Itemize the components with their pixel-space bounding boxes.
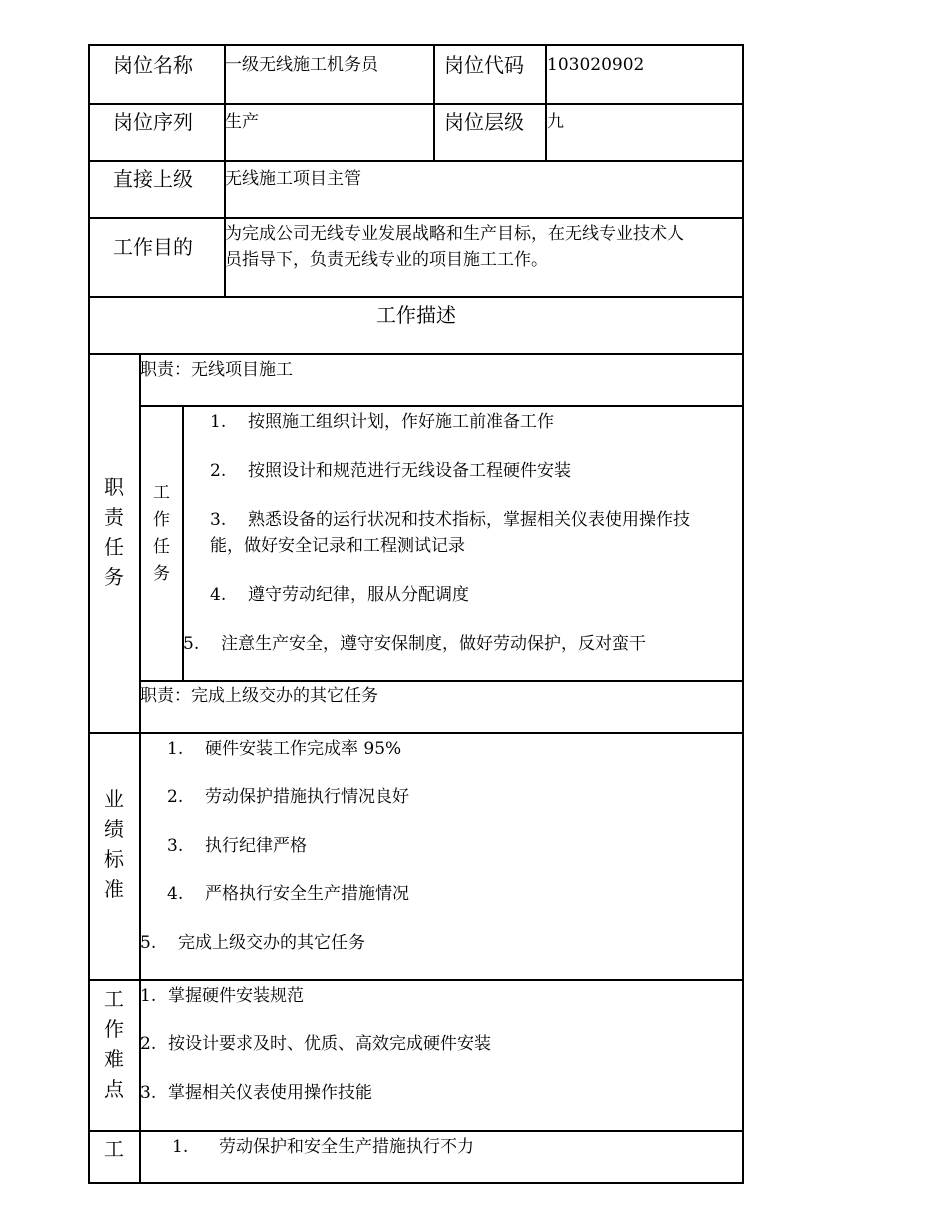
duty-1: 职责：无线项目施工 — [140, 360, 293, 380]
superior-label: 直接上级 — [113, 167, 193, 191]
duties-label: 职 责 任 务 — [104, 475, 124, 589]
post-name-value: 一级无线施工机务员 — [225, 55, 378, 75]
difficulty-item: 2. 按设计要求及时、优质、高效完成硬件安装 — [140, 1034, 491, 1054]
tasks-label: 工 作 任 务 — [153, 483, 170, 584]
task-item: 4. 遵守劳动纪律，服从分配调度 — [210, 585, 469, 605]
post-series-label: 岗位序列 — [113, 110, 193, 134]
performance-item: 5. 完成上级交办的其它任务 — [140, 933, 365, 953]
difficulty-item: 1. 掌握硬件安装规范 — [140, 986, 304, 1006]
purpose-line-1: 为完成公司无线专业发展战略和生产目标，在无线专业技术人 — [225, 224, 684, 244]
performance-item: 4. 严格执行安全生产措施情况 — [167, 884, 409, 904]
superior-value: 无线施工项目主管 — [225, 169, 361, 189]
task-item-continued: 能，做好安全记录和工程测试记录 — [210, 536, 465, 556]
section-title: 工作描述 — [376, 303, 456, 327]
task-item: 3. 熟悉设备的运行状况和技术指标，掌握相关仪表使用操作技 — [210, 510, 690, 530]
post-code-value: 103020902 — [547, 55, 645, 75]
performance-item: 3. 执行纪律严格 — [167, 836, 307, 856]
task-item: 2. 按照设计和规范进行无线设备工程硬件安装 — [210, 461, 571, 481]
difficulty-label: 工 作 难 点 — [104, 987, 124, 1101]
purpose-line-2: 员指导下，负责无线专业的项目施工工作。 — [225, 250, 548, 270]
post-series-value: 生产 — [225, 112, 259, 132]
last-item: 1. 劳动保护和安全生产措施执行不力 — [172, 1137, 474, 1157]
post-name-label: 岗位名称 — [113, 53, 193, 77]
purpose-label: 工作目的 — [113, 235, 193, 259]
post-level-value: 九 — [547, 112, 564, 132]
performance-item: 1. 硬件安装工作完成率 95% — [167, 739, 402, 759]
task-item: 5. 注意生产安全，遵守安保制度，做好劳动保护，反对蛮干 — [183, 634, 646, 654]
post-level-label: 岗位层级 — [444, 110, 524, 134]
difficulty-item: 3. 掌握相关仪表使用操作技能 — [140, 1083, 372, 1103]
last-section-label: 工 — [104, 1137, 124, 1161]
task-item: 1. 按照施工组织计划，作好施工前准备工作 — [210, 412, 554, 432]
performance-item: 2. 劳动保护措施执行情况良好 — [167, 787, 409, 807]
post-code-label: 岗位代码 — [444, 53, 524, 77]
performance-label: 业 绩 标 准 — [104, 787, 124, 901]
duty-2: 职责：完成上级交办的其它任务 — [140, 686, 378, 706]
